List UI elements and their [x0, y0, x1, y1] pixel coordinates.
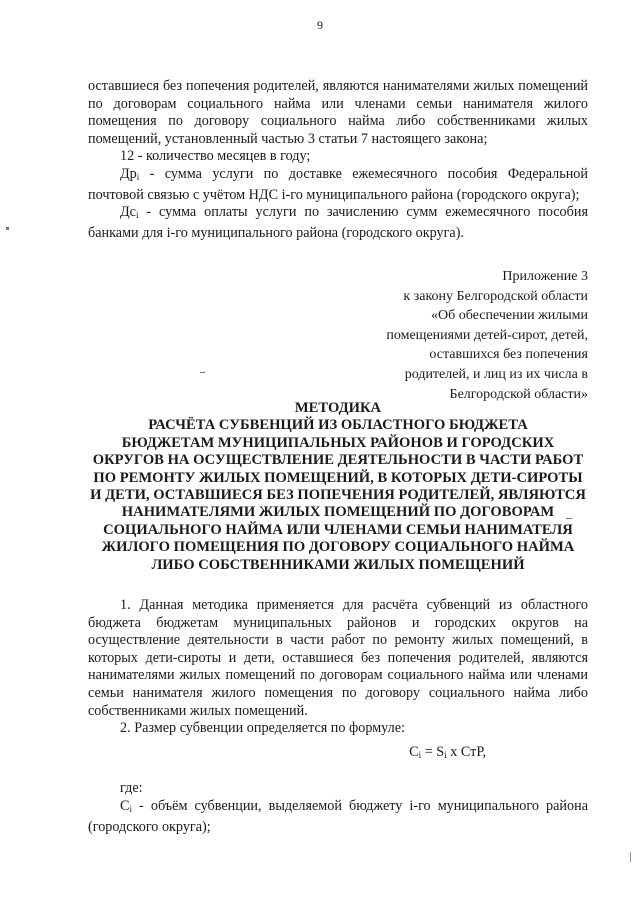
appendix-line: Приложение 3: [502, 269, 588, 284]
ci-definition: [88, 798, 588, 836]
title-line: ЛИБО СОБСТВЕННИКАМИ ЖИЛЫХ ПОМЕЩЕНИЙ: [151, 556, 525, 573]
paragraph-1: 1. Данная методика применяется для расчёта субвенций из областного бюджета бюджетам муниципальных районов и городских округов на осуществление деятельности в части работ по ремонту жилых помещений, в которых дети-сироты и дети, оставшиеся без попечения родителей, являются нанимателями жилых помещений по договорам социального найма или членами семьи нанимателя жилого помещения по договору социального найма либо собственниками жилых помещений.: [88, 597, 588, 719]
ci-text: - объём субвенции, выделяемой бюджету i-го муниципального района (городского округа);: [88, 797, 588, 835]
title-line: РАСЧЁТА СУБВЕНЦИЙ ИЗ ОБЛАСТНОГО БЮДЖЕТА: [148, 417, 528, 434]
scan-dot: [200, 372, 205, 373]
formula-rest: x СтР,: [446, 743, 486, 760]
appendix-line: «Об обеспечении жилыми: [431, 308, 588, 324]
dc-definition: [88, 204, 588, 242]
formula-eq: = S: [421, 743, 445, 760]
methodology-title: [88, 400, 588, 574]
dp-symbol: Др: [120, 165, 137, 182]
formula-c: C: [409, 743, 419, 760]
dc-subscript: i: [135, 210, 139, 221]
dp-text: - сумма услуги по доставке ежемесячного пособия Федеральной почтовой связью с учётом НДС i-го муниципального района (городского округа);: [88, 165, 588, 203]
formula-s-subscript: i: [444, 749, 447, 760]
appendix-line: к закону Белгородской области: [403, 288, 588, 304]
formula-c-subscript: i: [418, 749, 422, 760]
appendix-line: Белгородской области»: [449, 386, 588, 402]
title-line: БЮДЖЕТАМ МУНИЦИПАЛЬНЫХ РАЙОНОВ И ГОРОДСКИХ: [121, 434, 555, 451]
appendix-line: помещениями детей-сирот, детей,: [386, 327, 588, 343]
dp-subscript: i: [136, 171, 140, 182]
title-line: ЖИЛОГО ПОМЕЩЕНИЯ ПО ДОГОВОРУ СОЦИАЛЬНОГО НАЙМА: [101, 539, 575, 556]
top-text-block: [88, 78, 588, 242]
dc-symbol: Дс: [120, 204, 136, 221]
ci-subscript: i: [129, 803, 132, 814]
scan-dot: [6, 227, 9, 230]
paragraph-2: 2. Размер субвенции определяется по формуле:: [120, 720, 405, 737]
dp-definition: [88, 166, 588, 204]
months-line: 12 - количество месяцев в году;: [120, 148, 311, 165]
body-text-block: [88, 597, 588, 836]
title-line: И ДЕТИ, ОСТАВШИЕСЯ БЕЗ ПОПЕЧЕНИЯ РОДИТЕЛЕЙ, ЯВЛЯЮТСЯ: [90, 487, 586, 504]
appendix-heading: [386, 267, 588, 404]
continuation-paragraph: оставшиеся без попечения родителей, являются нанимателями жилых помещений по договорам социального найма или членами семьи нанимателя жилого помещения по договору социального найма либо собственниками жилых помещений, установленный частью 3 статьи 7 настоящего закона;: [88, 78, 588, 147]
scan-edge-mark: [630, 852, 631, 862]
title-line: ОКРУГОВ НА ОСУЩЕСТВЛЕНИЕ ДЕЯТЕЛЬНОСТИ В ЧАСТИ РАБОТ: [92, 452, 584, 469]
ci-symbol: C: [120, 797, 130, 814]
title-line: ПО РЕМОНТУ ЖИЛЫХ ПОМЕЩЕНИЙ, В КОТОРЫХ ДЕТИ-СИРОТЫ: [93, 469, 583, 486]
page-number: 9: [317, 18, 323, 32]
formula: [88, 744, 588, 765]
scan-dot: [566, 518, 572, 519]
title-line: НАНИМАТЕЛЯМИ ЖИЛЫХ ПОМЕЩЕНИЙ ПО ДОГОВОРАМ: [121, 504, 555, 521]
title-line: МЕТОДИКА: [294, 400, 382, 416]
appendix-line: оставшихся без попечения: [429, 347, 588, 363]
dc-text: - сумма оплаты услуги по зачислению сумм ежемесячного пособия банками для i-го муниципального района (городского округа).: [88, 204, 588, 241]
where-label: где:: [120, 780, 143, 797]
appendix-line: родителей, и лиц из их числа в: [404, 366, 588, 382]
title-line: СОЦИАЛЬНОГО НАЙМА ИЛИ ЧЛЕНАМИ СЕМЬИ НАНИМАТЕЛЯ: [103, 521, 573, 538]
